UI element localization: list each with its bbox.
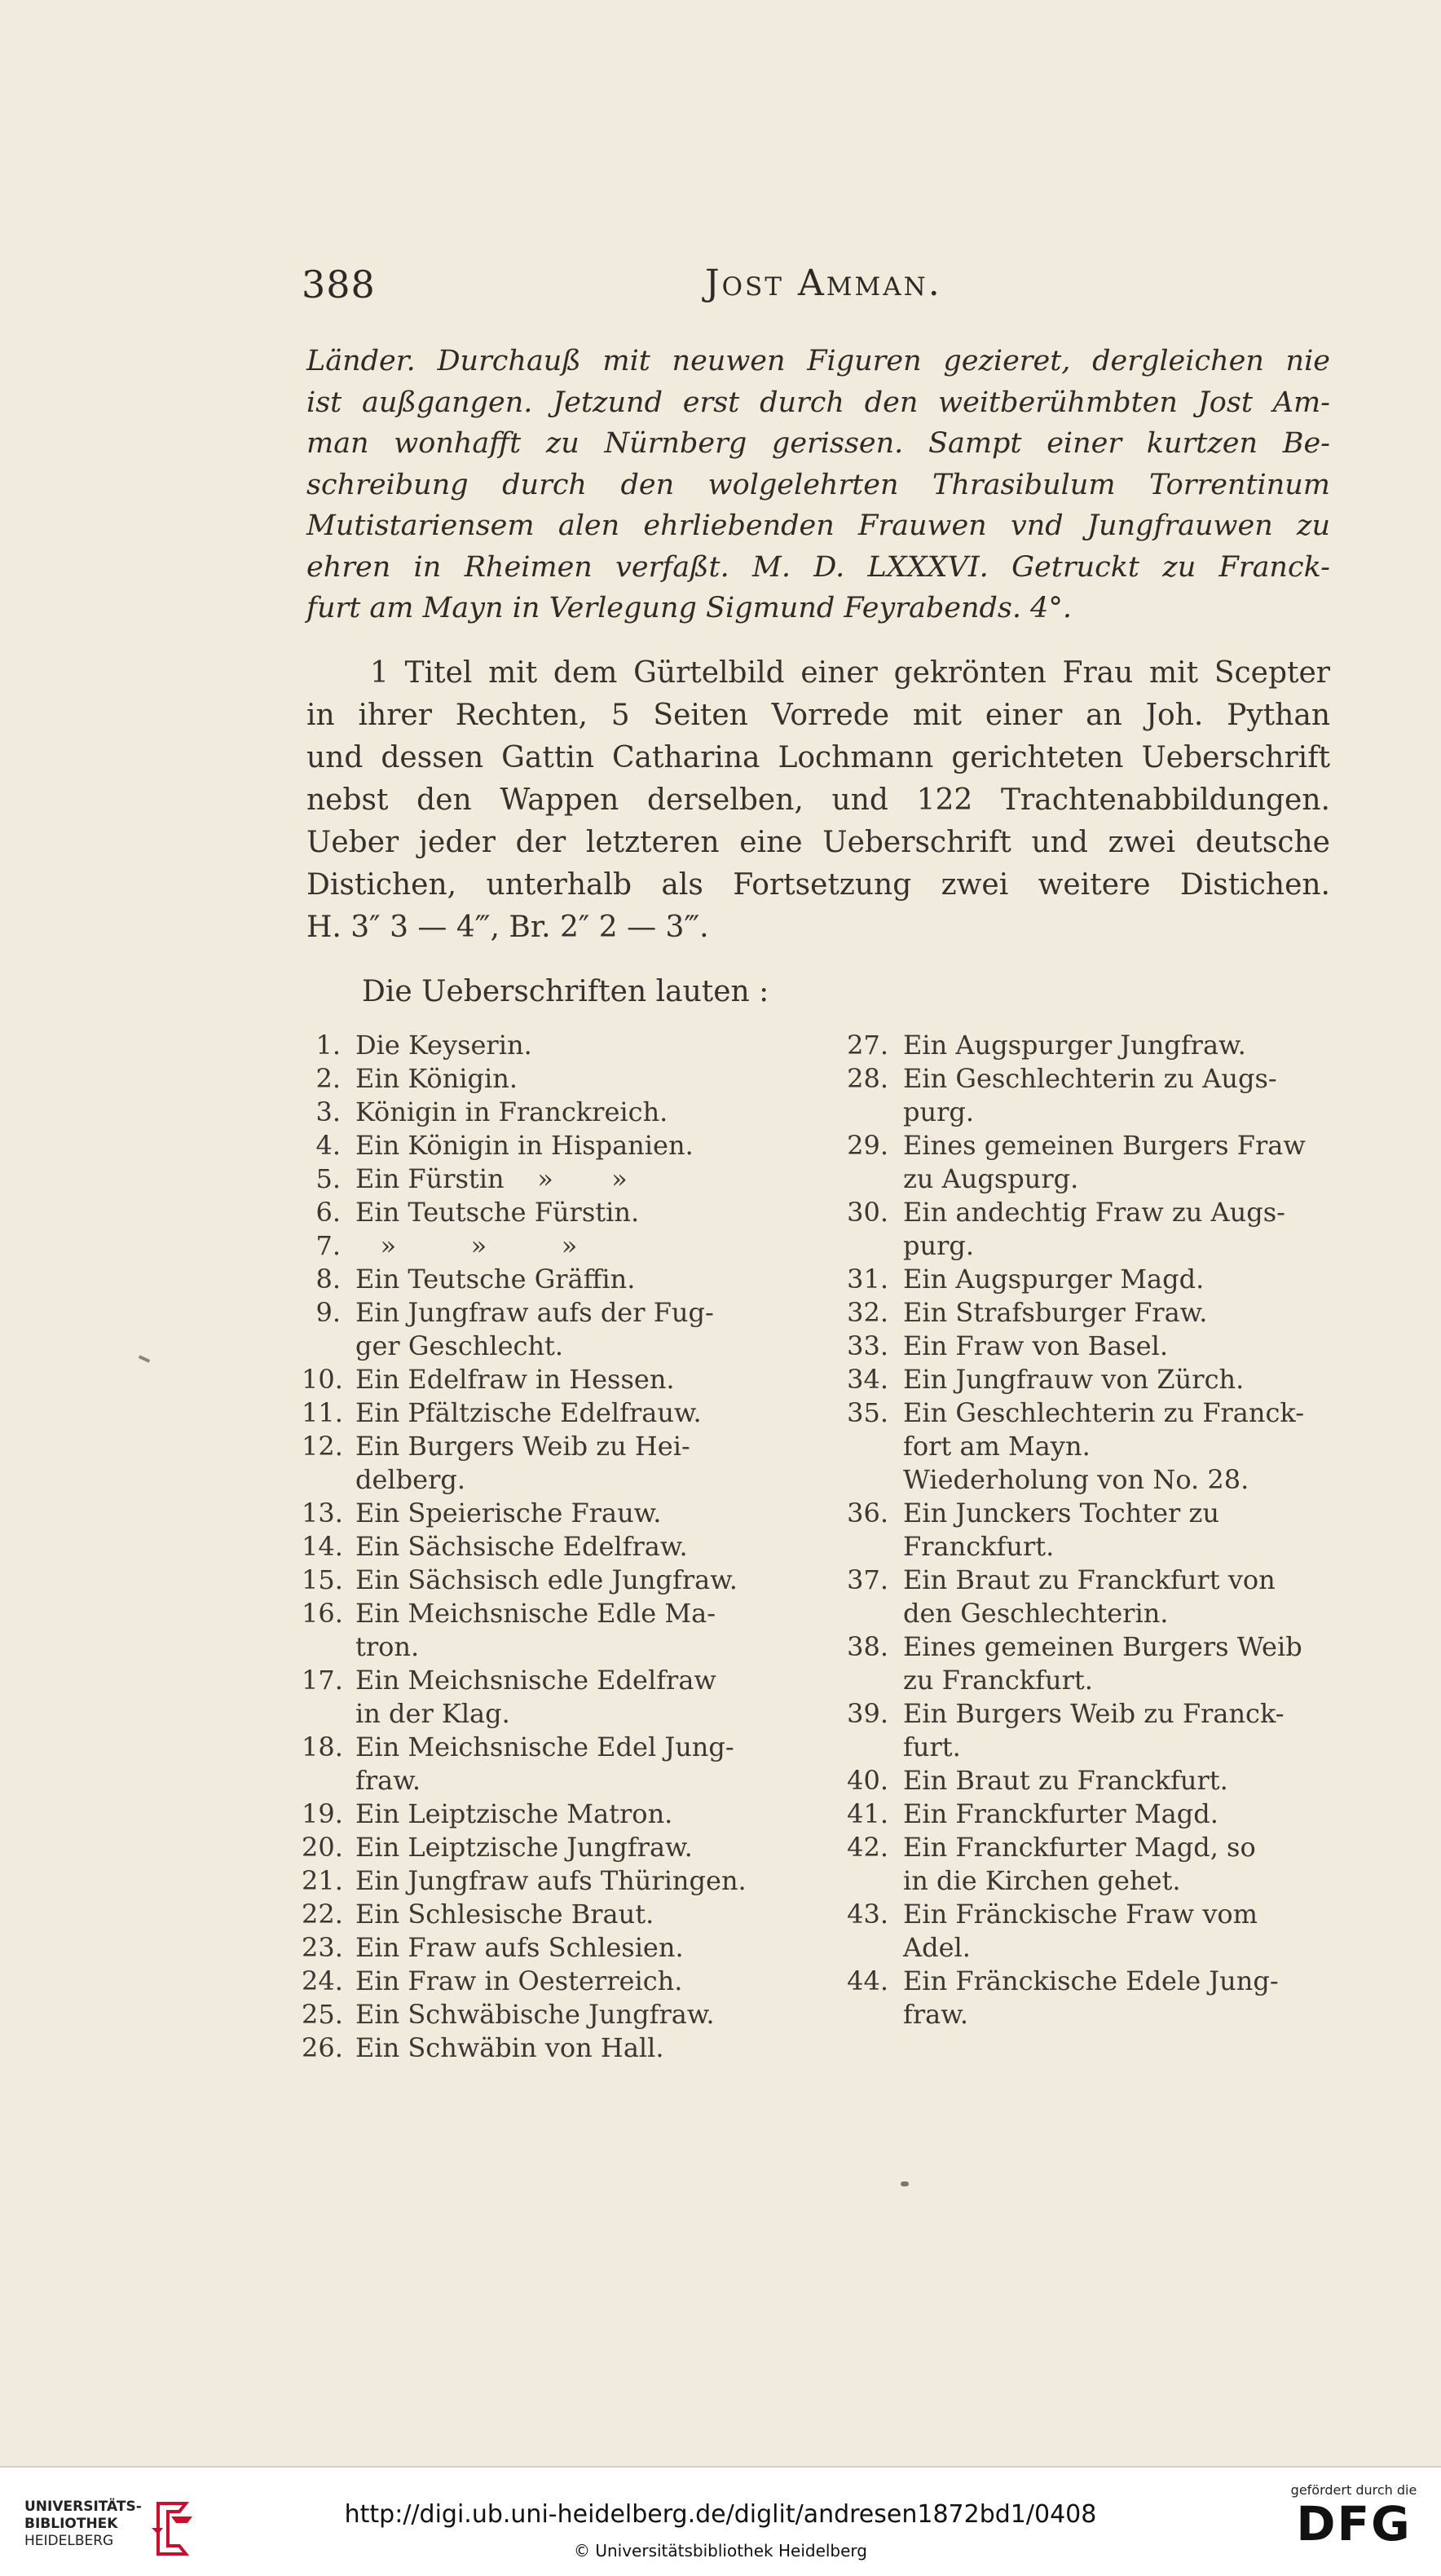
- item-text: [355, 1931, 807, 1965]
- item-number: 20.: [302, 1832, 343, 1863]
- margin-mark: [139, 1355, 150, 1363]
- item-text-line: Ein Braut zu Franckfurt.: [903, 1765, 1228, 1796]
- list-item: [831, 1330, 1333, 1363]
- item-text: [355, 1430, 807, 1497]
- page-number: 388: [302, 262, 376, 307]
- list-item: [831, 1797, 1333, 1831]
- ink-speck: [901, 2181, 909, 2186]
- item-number: 11.: [302, 1397, 343, 1428]
- list-item: [302, 1530, 807, 1564]
- item-text: [903, 1263, 1333, 1296]
- list-item: [302, 1396, 807, 1430]
- list-item: [302, 1797, 807, 1831]
- item-text: [903, 1898, 1333, 1965]
- item-number: 17.: [302, 1665, 343, 1696]
- item-text-line: Ein Junckers Tochter zu: [903, 1498, 1219, 1528]
- item-text-line: Ein Geschlechterin zu Franck-: [903, 1397, 1305, 1428]
- item-number: 41.: [847, 1798, 888, 1829]
- item-text-line: Ein Leiptzische Jungfraw.: [355, 1832, 693, 1863]
- item-text-line: Ein Augspurger Jungfraw.: [903, 1030, 1246, 1061]
- item-number: 9.: [315, 1297, 341, 1328]
- library-name-line3: HEIDELBERG: [24, 2533, 114, 2549]
- item-text: [355, 1096, 807, 1129]
- item-number: 26.: [302, 2032, 343, 2063]
- item-text: [355, 1396, 807, 1430]
- item-text-line: Ein Schwäbische Jungfraw.: [355, 1999, 715, 2030]
- item-number: 13.: [302, 1498, 343, 1528]
- item-number: 43.: [847, 1899, 888, 1930]
- item-text: [903, 1363, 1333, 1396]
- item-number: 40.: [847, 1765, 888, 1796]
- list-item: [302, 1731, 807, 1797]
- item-text: [903, 1330, 1333, 1363]
- description-line: 1 Titel mit dem Gürtelbild einer gekrönten Frau mit Scepter: [370, 656, 1330, 690]
- item-number: 24.: [302, 1965, 343, 1996]
- item-number: 2.: [315, 1063, 341, 1094]
- item-text-line: Ein Schlesische Braut.: [355, 1899, 654, 1930]
- item-text: [903, 1029, 1333, 1062]
- item-number: 7.: [315, 1230, 341, 1261]
- item-text-line: Ein Teutsche Fürstin.: [355, 1197, 640, 1228]
- list-item: [831, 1764, 1333, 1797]
- item-text: [355, 1998, 807, 2031]
- item-text: [355, 1029, 807, 1062]
- item-text: [355, 1363, 807, 1396]
- item-number: 1.: [315, 1030, 341, 1061]
- list-item: [302, 1229, 807, 1263]
- item-text-line: Ein Geschlechterin zu Augs-: [903, 1063, 1277, 1094]
- item-number: 27.: [847, 1030, 888, 1061]
- list-item: [831, 1564, 1333, 1630]
- item-text-line: Ein Pfältzische Edelfrauw.: [355, 1397, 702, 1428]
- item-text-line: Eines gemeinen Burgers Weib: [903, 1631, 1302, 1662]
- list-item: [302, 1263, 807, 1296]
- dfg-logo: DFG: [1296, 2496, 1412, 2552]
- item-text-line: Ein Franckfurter Magd.: [903, 1798, 1218, 1829]
- list-item: [302, 1129, 807, 1162]
- item-text-line: in der Klag.: [355, 1698, 510, 1729]
- heading-list-left: [302, 1029, 807, 2065]
- list-item: [831, 1396, 1333, 1497]
- item-number: 5.: [315, 1163, 341, 1194]
- running-head: Jost Amman.: [705, 262, 942, 304]
- list-item: [302, 1296, 807, 1363]
- item-text-line: Ein Franckfurter Magd, so: [903, 1832, 1256, 1863]
- list-item: [302, 1430, 807, 1497]
- item-text: [903, 1396, 1333, 1497]
- item-text-line: Ein Königin in Hispanien.: [355, 1130, 694, 1161]
- list-item: [831, 1196, 1333, 1263]
- item-number: 4.: [315, 1130, 341, 1161]
- list-item: [831, 1263, 1333, 1296]
- title-line: ehren in Rheimen verfaßt. M. D. LXXXVI. Getruckt zu Franck-: [306, 550, 1330, 584]
- item-text-line: Ein Leiptzische Matron.: [355, 1798, 673, 1829]
- item-text-line: Ein Fränckische Fraw vom: [903, 1899, 1258, 1930]
- list-item: [302, 1564, 807, 1597]
- item-text: [903, 1965, 1333, 2031]
- item-text: [355, 1797, 807, 1831]
- item-text-line: fraw.: [903, 1999, 968, 2030]
- list-item: [302, 1497, 807, 1530]
- heading-list-right: [831, 1029, 1333, 2031]
- item-text-line: Ein Jungfrauw von Zürch.: [903, 1364, 1245, 1395]
- item-text-line: Wiederholung von No. 28.: [903, 1464, 1249, 1495]
- item-number: 37.: [847, 1564, 888, 1595]
- item-text: [903, 1697, 1333, 1764]
- list-item: [302, 1965, 807, 1998]
- item-text: [355, 1731, 807, 1797]
- item-text: [355, 1497, 807, 1530]
- item-number: 39.: [847, 1698, 888, 1729]
- item-text-line: fraw.: [355, 1765, 421, 1796]
- item-text: [355, 1062, 807, 1096]
- item-text-line: Eines gemeinen Burgers Fraw: [903, 1130, 1306, 1161]
- list-item: [302, 1196, 807, 1229]
- list-item: [302, 1363, 807, 1396]
- page-header: [302, 262, 1337, 311]
- item-text-line: Ein Sächsische Edelfraw.: [355, 1531, 688, 1562]
- item-text: [355, 1965, 807, 1998]
- item-text-line: purg.: [903, 1096, 975, 1127]
- item-text: [355, 2031, 807, 2065]
- item-text: [355, 1664, 807, 1731]
- item-text-line: ger Geschlecht.: [355, 1330, 564, 1361]
- item-number: 23.: [302, 1932, 343, 1963]
- item-text: [355, 1864, 807, 1898]
- copyright-notice: © Universitätsbibliothek Heidelberg: [573, 2541, 867, 2561]
- footer-bar: [0, 2466, 1441, 2576]
- item-number: 6.: [315, 1197, 341, 1228]
- list-item: [302, 1029, 807, 1062]
- item-text: [903, 1497, 1333, 1564]
- item-text: [903, 1296, 1333, 1330]
- list-item: [831, 1898, 1333, 1965]
- item-text-line: in die Kirchen gehet.: [903, 1865, 1181, 1896]
- item-text-line: furt.: [903, 1731, 961, 1762]
- item-text-line: Ein Königin.: [355, 1063, 518, 1094]
- item-text: [355, 1162, 807, 1196]
- item-number: 19.: [302, 1798, 343, 1829]
- item-text: [903, 1564, 1333, 1630]
- item-text-line: Ein Burgers Weib zu Franck-: [903, 1698, 1285, 1729]
- item-number: 10.: [302, 1364, 343, 1395]
- list-item: [302, 1664, 807, 1731]
- item-text-line: Adel.: [903, 1932, 971, 1963]
- list-item: [302, 1898, 807, 1931]
- item-text-line: » » »: [355, 1230, 578, 1261]
- list-item: [302, 1931, 807, 1965]
- item-number: 36.: [847, 1498, 888, 1528]
- item-text: [355, 1229, 807, 1263]
- item-number: 14.: [302, 1531, 343, 1562]
- item-text-line: Ein Jungfraw aufs Thüringen.: [355, 1865, 747, 1896]
- item-text: [903, 1196, 1333, 1263]
- list-item: [831, 1129, 1333, 1196]
- permalink-url[interactable]: http://digi.ub.uni-heidelberg.de/diglit/andresen1872bd1/0408: [344, 2500, 1097, 2529]
- item-number: 15.: [302, 1564, 343, 1595]
- item-text-line: Ein Edelfraw in Hessen.: [355, 1364, 675, 1395]
- item-text-line: Die Keyserin.: [355, 1030, 532, 1061]
- item-number: 16.: [302, 1598, 343, 1629]
- description-line: H. 3″ 3 — 4‴, Br. 2″ 2 — 3‴.: [306, 911, 709, 944]
- list-item: [302, 1096, 807, 1129]
- item-text-line: Ein Strafsburger Fraw.: [903, 1297, 1208, 1328]
- item-number: 32.: [847, 1297, 888, 1328]
- item-text: [355, 1597, 807, 1664]
- description-line: und dessen Gattin Catharina Lochmann gerichteten Ueberschrift: [306, 741, 1330, 774]
- item-text-line: zu Augspurg.: [903, 1163, 1079, 1194]
- list-item: [831, 1697, 1333, 1764]
- funding-label: gefördert durch die: [1290, 2482, 1417, 2498]
- list-item: [831, 1363, 1333, 1396]
- item-number: 44.: [847, 1965, 888, 1996]
- list-item: [302, 1831, 807, 1864]
- item-number: 38.: [847, 1631, 888, 1662]
- title-line: ist außgangen. Jetzund erst durch den weitberühmbten Jost Am-: [306, 386, 1330, 419]
- list-item: [302, 1998, 807, 2031]
- list-item: [831, 1831, 1333, 1898]
- item-number: 30.: [847, 1197, 888, 1228]
- title-line: furt am Mayn in Verlegung Sigmund Feyrabends. 4°.: [306, 592, 1073, 624]
- description-line: nebst den Wappen derselben, und 122 Trachtenabbildungen.: [306, 783, 1330, 817]
- list-item: [302, 2031, 807, 2065]
- item-text: [355, 1196, 807, 1229]
- list-item: [831, 1062, 1333, 1129]
- item-text-line: Ein Speierische Frauw.: [355, 1498, 662, 1528]
- item-number: 12.: [302, 1431, 343, 1462]
- item-number: 22.: [302, 1899, 343, 1930]
- item-text-line: purg.: [903, 1230, 975, 1261]
- title-line: Mutistariensem alen ehrliebenden Frauwen vnd Jungfrauwen zu: [306, 509, 1330, 542]
- item-text-line: Ein Meichsnische Edelfraw: [355, 1665, 716, 1696]
- item-text: [903, 1129, 1333, 1196]
- item-text-line: Ein Fränckische Edele Jung-: [903, 1965, 1279, 1996]
- item-text-line: zu Franckfurt.: [903, 1665, 1093, 1696]
- item-text-line: Königin in Franckreich.: [355, 1096, 668, 1127]
- item-number: 29.: [847, 1130, 888, 1161]
- list-item: [302, 1062, 807, 1096]
- item-text-line: Ein Braut zu Franckfurt von: [903, 1564, 1276, 1595]
- item-text-line: Ein andechtig Fraw zu Augs-: [903, 1197, 1285, 1228]
- item-text: [355, 1564, 807, 1597]
- item-number: 35.: [847, 1397, 888, 1428]
- description-line: Ueber jeder der letzteren eine Ueberschrift und zwei deutsche: [306, 826, 1330, 859]
- title-line: Länder. Durchauß mit neuwen Figuren gezieret, dergleichen nie: [306, 345, 1330, 377]
- item-text: [903, 1764, 1333, 1797]
- item-text: [355, 1296, 807, 1363]
- title-line: man wonhafft zu Nürnberg gerissen. Sampt einer kurtzen Be-: [306, 427, 1330, 460]
- item-number: 28.: [847, 1063, 888, 1094]
- item-text-line: Ein Fraw aufs Schlesien.: [355, 1932, 684, 1963]
- item-text-line: den Geschlechterin.: [903, 1598, 1169, 1629]
- item-text-line: Ein Fraw von Basel.: [903, 1330, 1168, 1361]
- item-number: 3.: [315, 1096, 341, 1127]
- item-text: [355, 1129, 807, 1162]
- item-text: [903, 1797, 1333, 1831]
- item-text-line: fort am Mayn.: [903, 1431, 1091, 1462]
- library-name-line2: BIBLIOTHEK: [24, 2516, 118, 2532]
- item-text-line: Ein Jungfraw aufs der Fug-: [355, 1297, 714, 1328]
- list-intro: Die Ueberschriften lauten :: [362, 975, 769, 1008]
- item-text-line: Ein Schwäbin von Hall.: [355, 2032, 664, 2063]
- item-text-line: delberg.: [355, 1464, 466, 1495]
- item-text-line: Ein Sächsisch edle Jungfraw.: [355, 1564, 738, 1595]
- book-title-transcription: [306, 341, 1330, 629]
- item-text: [903, 1630, 1333, 1697]
- item-number: 33.: [847, 1330, 888, 1361]
- list-item: [831, 1029, 1333, 1062]
- item-number: 21.: [302, 1865, 343, 1896]
- item-number: 31.: [847, 1264, 888, 1295]
- item-text-line: tron.: [355, 1631, 420, 1662]
- item-text-line: Ein Teutsche Gräffin.: [355, 1264, 636, 1295]
- list-item: [302, 1597, 807, 1664]
- item-number: 42.: [847, 1832, 888, 1863]
- item-text: [355, 1898, 807, 1931]
- list-item: [831, 1296, 1333, 1330]
- item-text-line: Ein Burgers Weib zu Hei-: [355, 1431, 690, 1462]
- list-item: [302, 1162, 807, 1196]
- item-text-line: Ein Meichsnische Edel Jung-: [355, 1731, 734, 1762]
- item-text-line: Franckfurt.: [903, 1531, 1055, 1562]
- library-name-line1: UNIVERSITÄTS-: [24, 2499, 142, 2515]
- title-line: schreibung durch den wolgelehrten Thrasibulum Torrentinum: [306, 468, 1330, 501]
- item-number: 25.: [302, 1999, 343, 2030]
- list-item: [831, 1965, 1333, 2031]
- dfg-funding[interactable]: [1285, 2482, 1423, 2550]
- list-item: [302, 1864, 807, 1898]
- item-text-line: Ein Fürstin » »: [355, 1163, 628, 1194]
- item-number: 34.: [847, 1364, 888, 1395]
- item-text: [355, 1831, 807, 1864]
- description-line: Distichen, unterhalb als Fortsetzung zwei weitere Distichen.: [306, 868, 1330, 902]
- list-item: [831, 1630, 1333, 1697]
- item-text-line: Ein Augspurger Magd.: [903, 1264, 1205, 1295]
- list-item: [831, 1497, 1333, 1564]
- item-text: [355, 1263, 807, 1296]
- item-text-line: Ein Fraw in Oesterreich.: [355, 1965, 683, 1996]
- description-paragraph: [306, 652, 1330, 949]
- item-text: [355, 1530, 807, 1564]
- item-number: 18.: [302, 1731, 343, 1762]
- item-text-line: Ein Meichsnische Edle Ma-: [355, 1598, 716, 1629]
- item-text: [903, 1831, 1333, 1898]
- item-text: [903, 1062, 1333, 1129]
- item-number: 8.: [315, 1264, 341, 1295]
- description-line: in ihrer Rechten, 5 Seiten Vorrede mit einer an Joh. Pythan: [306, 699, 1330, 732]
